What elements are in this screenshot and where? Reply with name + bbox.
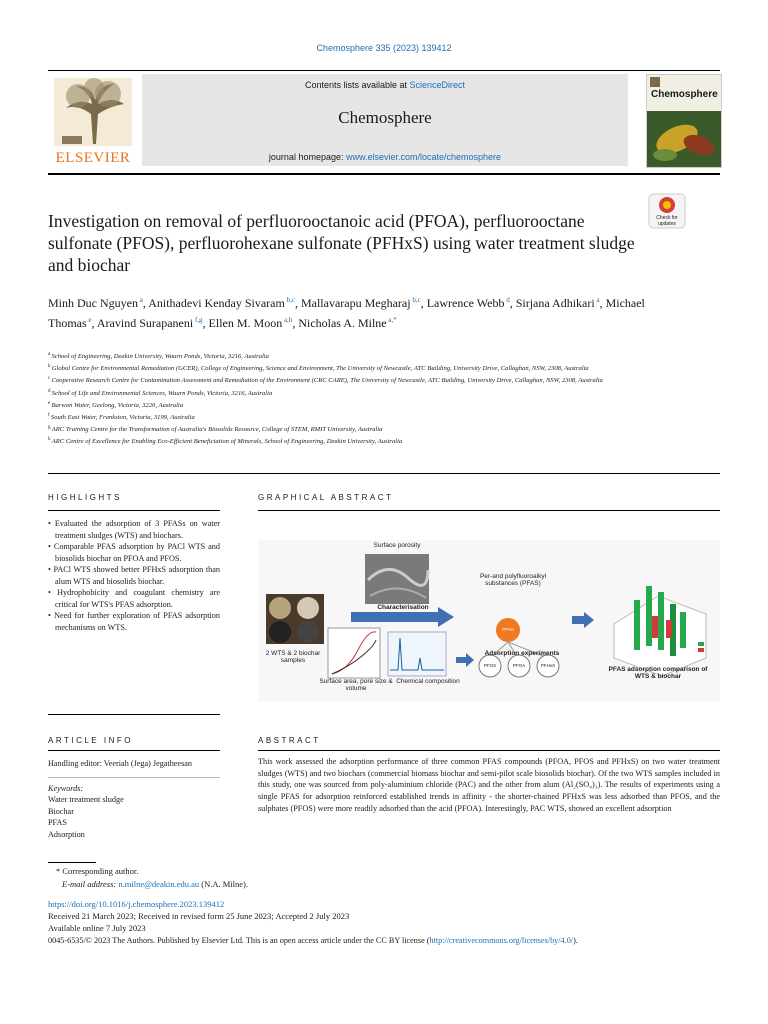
author-name[interactable]: Nicholas A. Milne bbox=[298, 315, 387, 330]
editor-rule bbox=[48, 777, 220, 778]
keyword-item: Adsorption bbox=[48, 829, 85, 839]
affiliation-item: $^e$ Barwon Water, Geelong, Victoria, 3220, Australia bbox=[48, 400, 184, 409]
article-info-rule bbox=[48, 750, 220, 751]
journal-banner bbox=[142, 74, 628, 166]
author-affiliation-mark[interactable]: f,g bbox=[193, 315, 203, 324]
highlight-item: • Comparable PFAS adsorption by PACl WTS and biosolids biochar on PFOA and PFOS. bbox=[48, 542, 220, 563]
journal-cover[interactable] bbox=[646, 74, 722, 168]
email-line: E-mail address: n.milne@deakin.edu.au (N.A. Milne). bbox=[62, 879, 248, 889]
author-name[interactable]: Ellen M. Moon bbox=[208, 315, 283, 330]
affiliations-rule bbox=[48, 473, 720, 474]
journal-name: Chemosphere bbox=[338, 108, 432, 127]
keyword-item: Biochar bbox=[48, 806, 74, 816]
check-for-updates[interactable]: Check for updates bbox=[648, 193, 686, 229]
keywords-list bbox=[48, 794, 220, 840]
elsevier-logo bbox=[48, 74, 138, 170]
header-bottom-rule bbox=[48, 173, 720, 175]
author-affiliation-mark[interactable]: a bbox=[138, 296, 143, 304]
author-affiliation-mark[interactable]: e bbox=[86, 315, 92, 324]
abstract-body: This work assessed the adsorption performance of three common PFAS compounds (PFOA, PFOS and PFHxS) on two water treatment sludges (WTS) and two biochars (commercial biomass biochar and semi-pilot scale biosolids biochar). Of the two WTS samples included in this study, one was sourced from poly-aluminium chloride (PAC) and the other from alum (Al₂(SO₄)₃). The results of experiments using a single PFAS for adsorption reinforced established trends in affinity - the shorter-chained PFHxS was less adsorbed than PFOS, and the sulphates (PFOS) were more readily adsorbed than the acid (PFOA). Interestingly, PAC WTS, showed an excellent adsorption bbox=[258, 757, 720, 813]
highlight-item: • Evaluated the adsorption of 3 PFASs on water treatment sludges (WTS) and biochars. bbox=[48, 519, 220, 540]
affiliation-list bbox=[48, 350, 688, 448]
doi-link[interactable]: https://doi.org/10.1016/j.chemosphere.2023.139412 bbox=[48, 899, 225, 909]
corresponding-author: * Corresponding author. bbox=[56, 866, 139, 876]
sem-image bbox=[365, 554, 429, 604]
affiliation-item: $^d$ School of Life and Environmental Sciences, Waurn Ponds, Victoria, 3216, Australia bbox=[48, 388, 273, 397]
author-name[interactable]: Michael Thomas bbox=[48, 296, 645, 330]
author-name[interactable]: Sirjana Adhikari bbox=[515, 296, 595, 310]
received-dates: Received 21 March 2023; Received in revised form 25 June 2023; Accepted 2 July 2023 bbox=[48, 911, 350, 921]
keyword-item: Water treatment sludge bbox=[48, 795, 124, 804]
keywords-label: Keywords: bbox=[48, 784, 84, 793]
article-title: Investigation on removal of perfluorooctanoic acid (PFOA), perfluorooctane sulfonate (PFOS), perfluorohexane sulfonate (PFHxS) using water treatment sludge and biochar bbox=[48, 211, 635, 275]
highlight-item: • PACl WTS showed better PFHxS adsorption than alum WTS and biosolids biochar. bbox=[48, 565, 220, 586]
highlight-item: • Need for further exploration of PFAS adsorption mechanisms on WTS. bbox=[48, 611, 220, 632]
author-name[interactable]: Anithadevi Kenday Sivaram bbox=[148, 296, 285, 310]
isotherm-plot bbox=[328, 628, 380, 678]
footnote-rule bbox=[48, 862, 96, 863]
cover-title: Chemosphere bbox=[651, 89, 718, 100]
available-online: Available online 7 July 2023 bbox=[48, 923, 146, 933]
homepage-link[interactable]: www.elsevier.com/locate/chemosphere bbox=[345, 152, 502, 162]
sciencedirect-link[interactable]: ScienceDirect bbox=[409, 80, 466, 90]
contents-line: Contents lists available at ScienceDirect bbox=[304, 80, 466, 90]
highlight-item: • Hydrophobicity and coagulant chemistry are critical for WTS's PFAS adsorption. bbox=[48, 588, 220, 609]
composition-plot bbox=[388, 632, 446, 676]
graphical-abstract-rule bbox=[258, 510, 720, 511]
abstract-heading: ABSTRACT bbox=[258, 736, 321, 745]
affiliation-item: $^b$ Global Centre for Environmental Remediation (GCER), College of Engineering, Science and Environment, The University of Newcastle, ATC Building, University Drive, Callaghan, NSW, 2308, Australia bbox=[48, 364, 589, 373]
header-top-rule bbox=[48, 70, 720, 71]
highlights-rule bbox=[48, 510, 220, 511]
affiliation-item: $^a$ School of Engineering, Deakin University, Waurn Ponds, Victoria, 3216, Australia bbox=[48, 352, 269, 361]
author-affiliation-mark[interactable]: b,c bbox=[410, 296, 421, 304]
license-link[interactable]: http://creativecommons.org/licenses/by/4.0/ bbox=[429, 936, 574, 945]
journal-reference[interactable]: Chemosphere 335 (2023) 139412 bbox=[316, 43, 452, 53]
author-affiliation-mark[interactable]: d bbox=[504, 296, 510, 304]
author-affiliation-mark[interactable]: a bbox=[594, 296, 600, 304]
graphical-abstract-figure: 2 WTS & 2 biochar samples Surface porosity Characterisation Surface area, pore size & volume Chemical composition Per-and polyfluoroalkyl substances (PFAS) PFAS PFOS PFOA PFHxS Adsorption experiments PFAS adsorption comparison of WTS & biochar bbox=[258, 520, 720, 710]
abstract-rule bbox=[258, 750, 720, 751]
license-line: 0045-6535/© 2023 The Authors. Published by Elsevier Ltd. This is an open access article under the CC BY license (http://creativecommons.org/licenses/by/4.0/). bbox=[48, 936, 578, 945]
author-affiliation-mark[interactable]: a,h bbox=[282, 315, 293, 324]
homepage-line: journal homepage: www.elsevier.com/locate/chemosphere bbox=[268, 152, 502, 162]
publisher-name: ELSEVIER bbox=[55, 150, 131, 166]
author-name[interactable]: Minh Duc Nguyen bbox=[48, 296, 138, 310]
author-name[interactable]: Lawrence Webb bbox=[426, 296, 505, 310]
affiliation-item: $^g$ ARC Training Centre for the Transformation of Australia's Biosolids Resource, College of STEM, RMIT University, Australia bbox=[48, 425, 383, 434]
highlights-heading: HIGHLIGHTS bbox=[48, 493, 122, 502]
author-affiliation-mark[interactable]: a,* bbox=[386, 315, 397, 324]
article-info-heading: ARTICLE INFO bbox=[48, 736, 133, 745]
highlights-bottom-rule bbox=[48, 714, 220, 715]
cover-logo-icon bbox=[650, 77, 660, 87]
highlights-list bbox=[48, 518, 220, 633]
keyword-item: PFAS bbox=[48, 818, 67, 827]
cover-leaf-image bbox=[647, 111, 721, 167]
affiliation-item: $^f$ South East Water, Frankston, Victoria, 3199, Australia bbox=[48, 412, 195, 422]
email-link[interactable]: n.milne@deakin.edu.au bbox=[118, 879, 200, 889]
author-affiliation-mark[interactable]: b,c bbox=[284, 296, 295, 304]
affiliation-item: $^h$ ARC Centre of Excellence for Enabling Eco-Efficient Beneficiation of Minerals, School of Engineering, Deakin University, Australia bbox=[48, 437, 403, 446]
sample-photo bbox=[266, 594, 324, 644]
author-list: Minh Duc Nguyen $^a$, Anithadevi Kenday Sivaram $^{b,c}$, Mallavarapu Megharaj $^{b,c}$, Lawrence Webb $^d$, Sirjana Adhikari $^a$, Michael Thomas $^e$, Aravind Surapaneni $^{f,g}$, Ellen M. Moon $^{a,h}$, Nicholas A. Milne $^{a,*}$ bbox=[48, 296, 645, 330]
affiliation-item: $^c$ Cooperative Research Centre for Contamination Assessment and Remediation of the Environment (CRC CARE), The University of Newcastle, ATC Building, University Drive, Callaghan, NSW, 2308, Australia bbox=[48, 376, 603, 385]
handling-editor: Handling editor: Veeriah (Jega) Jegatheesan bbox=[48, 759, 192, 768]
graphical-abstract-heading: GRAPHICAL ABSTRACT bbox=[258, 493, 394, 502]
author-name[interactable]: Mallavarapu Megharaj bbox=[300, 296, 411, 310]
author-name[interactable]: Aravind Surapaneni bbox=[96, 315, 194, 330]
